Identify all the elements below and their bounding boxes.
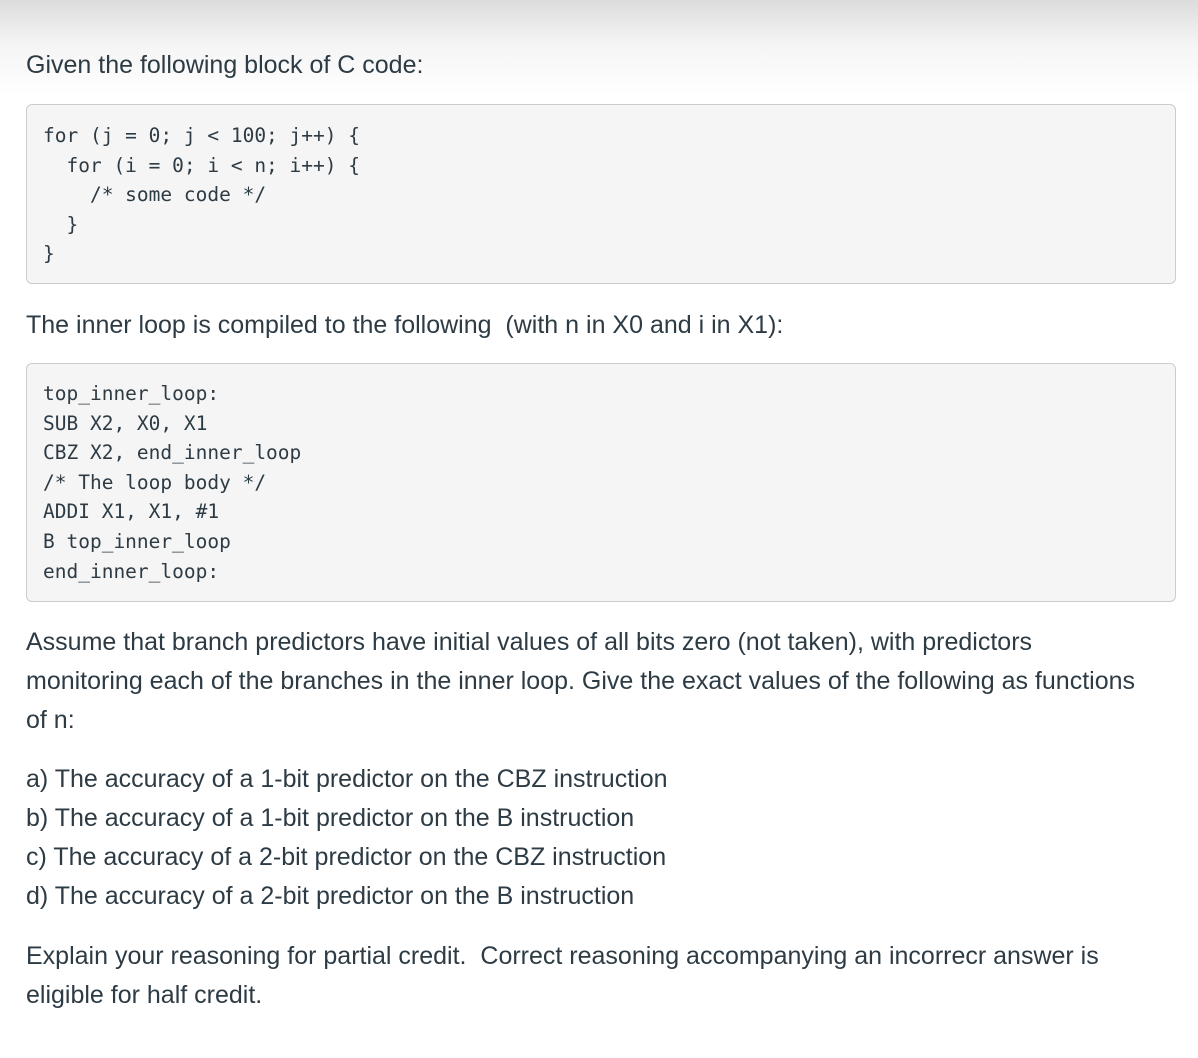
asm-line: /* The loop body */ <box>43 470 267 494</box>
code-line: } <box>43 212 79 236</box>
assumption-text: Assume that branch predictors have initial values of all bits zero (not taken), with predictors monitoring each of the branches in the inner loop. Give the exact values of the following as functions of n: <box>26 628 1135 734</box>
asm-line: top_inner_loop: <box>43 382 220 405</box>
asm-line: CBZ X2, end_inner_loop <box>43 441 302 465</box>
compiled-text: The inner loop is compiled to the following (with n in X0 and i in X1): <box>26 311 784 339</box>
asm-line: B top_inner_loop <box>43 529 231 553</box>
question-item-a: a) The accuracy of a 1-bit predictor on the CBZ instruction <box>26 765 668 793</box>
intro-text: Given the following block of C code: <box>26 51 424 79</box>
assembly-code-block <box>26 363 1176 602</box>
explanation-instructions: Explain your reasoning for partial credit. Correct reasoning accompanying an incorrecr answer is eligible for half credit. <box>26 942 1106 1009</box>
question-list <box>26 760 668 916</box>
code-line: /* some code */ <box>43 183 267 207</box>
asm-line: end_inner_loop: <box>43 559 220 583</box>
asm-line: SUB X2, X0, X1 <box>43 411 208 435</box>
c-code-block <box>26 104 1176 284</box>
code-line: } <box>43 242 55 266</box>
question-item-c: c) The accuracy of a 2-bit predictor on the CBZ instruction <box>26 843 667 871</box>
question-item-d: d) The accuracy of a 2-bit predictor on the B instruction <box>26 882 635 910</box>
code-line: for (i = 0; i < n; i++) { <box>43 153 360 177</box>
code-line: for (j = 0; j < 100; j++) { <box>43 124 360 147</box>
asm-line: ADDI X1, X1, #1 <box>43 500 220 524</box>
question-item-b: b) The accuracy of a 1-bit predictor on the B instruction <box>26 804 635 832</box>
